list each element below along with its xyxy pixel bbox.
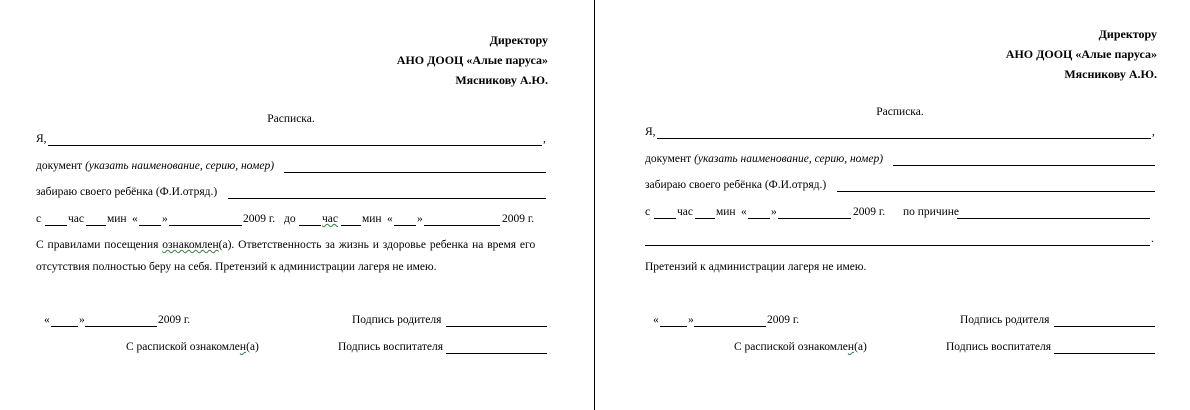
addressee-block (397, 30, 548, 90)
day-to-field[interactable] (394, 225, 416, 226)
child-field[interactable] (228, 198, 546, 199)
child-field[interactable] (837, 191, 1155, 192)
receipt-form-right (637, 0, 1157, 410)
date-quote-open: « (653, 314, 659, 326)
date-quote-close: » (688, 314, 694, 326)
comma: , (543, 133, 546, 145)
quote-open-2: « (387, 213, 393, 225)
quote-open: « (132, 213, 138, 225)
year-from: 2009 г. (243, 213, 276, 225)
name-field[interactable] (48, 145, 542, 146)
addressee-block (1006, 24, 1157, 84)
take-label: забираю своего ребёнка (Ф.И.отряд.) (645, 179, 827, 191)
addressee-org: АНО ДООЦ «Алые паруса» (1005, 47, 1157, 61)
parent-sign-field[interactable] (1054, 326, 1155, 327)
end-dot: . (1151, 233, 1154, 245)
teacher-sign-field[interactable] (446, 353, 547, 354)
parent-sign-label: Подпись родителя (960, 314, 1050, 326)
hour-from-field[interactable] (654, 218, 676, 219)
reason-field-continued[interactable] (645, 245, 1150, 246)
reason-field[interactable] (957, 218, 1150, 219)
sign-day-field[interactable] (51, 326, 78, 327)
hour-label: час (68, 213, 84, 225)
teacher-sign-label: Подпись воспитателя (946, 341, 1052, 353)
form-title: Расписка. (267, 113, 315, 125)
document-label: документ (указать наименование, серию, номер) (645, 153, 884, 165)
year-to: 2009 г. (502, 213, 535, 225)
quote-close-2: » (417, 213, 423, 225)
document-hint: (указать наименование, серию, номер) (85, 160, 275, 172)
min-label: мин (107, 213, 127, 225)
addressee-org: АНО ДООЦ «Алые паруса» (396, 53, 548, 67)
sign-year: 2009 г. (158, 314, 191, 326)
document-label: документ (указать наименование, серию, номер) (36, 160, 275, 172)
reason-label: по причине (903, 206, 960, 218)
month-to-field[interactable] (424, 225, 500, 226)
month-from-field[interactable] (169, 225, 242, 226)
ack-label: С распиской ознакомлен(а) (126, 341, 259, 353)
min-label: мин (716, 206, 736, 218)
day-from-field[interactable] (748, 218, 770, 219)
hour-to-label: час (322, 213, 338, 225)
hour-label: час (677, 206, 693, 218)
teacher-sign-label: Подпись воспитателя (338, 341, 444, 353)
claims-line: Претензий к администрации лагеря не имею. (645, 261, 867, 273)
document-field[interactable] (893, 165, 1155, 166)
day-from-field[interactable] (139, 225, 161, 226)
i-label: Я, (645, 126, 656, 138)
ack-label: С распиской ознакомлен(а) (734, 341, 867, 353)
sign-year: 2009 г. (767, 314, 800, 326)
date-quote-open: « (44, 314, 50, 326)
take-label: забираю своего ребёнка (Ф.И.отряд.) (36, 186, 218, 198)
min-to-label: мин (362, 213, 382, 225)
min-from-field[interactable] (86, 225, 106, 226)
hour-from-field[interactable] (45, 225, 67, 226)
rules-line-2: отсутствия полностью беру на себя. Претензий к администрации лагеря не имею. (36, 261, 437, 273)
month-from-field[interactable] (778, 218, 851, 219)
sign-month-field[interactable] (85, 326, 157, 327)
page-divider (594, 0, 595, 410)
document-hint: (указать наименование, серию, номер) (694, 153, 884, 165)
sign-month-field[interactable] (694, 326, 766, 327)
addressee-title: Директору (1098, 27, 1157, 41)
quote-close: » (162, 213, 168, 225)
quote-open: « (741, 206, 747, 218)
addressee-title: Директору (489, 33, 548, 47)
receipt-form-left (28, 0, 548, 410)
min-from-field[interactable] (695, 218, 715, 219)
parent-sign-label: Подпись родителя (352, 314, 442, 326)
date-quote-close: » (79, 314, 85, 326)
year-from: 2009 г. (853, 206, 886, 218)
addressee-name: Мясникову А.Ю. (455, 73, 548, 87)
rules-line-1: С правилами посещения ознакомлен(а). Ответственность за жизнь и здоровье ребенка на время его (36, 239, 536, 251)
sign-day-field[interactable] (660, 326, 687, 327)
comma: , (1152, 126, 1155, 138)
quote-close: » (771, 206, 777, 218)
teacher-sign-field[interactable] (1054, 353, 1155, 354)
document-field[interactable] (284, 172, 546, 173)
form-title: Расписка. (876, 106, 924, 118)
parent-sign-field[interactable] (446, 326, 547, 327)
time-from: с (36, 213, 42, 225)
time-from: с (645, 206, 651, 218)
hour-to-field[interactable] (299, 225, 321, 226)
i-label: Я, (36, 133, 47, 145)
name-field[interactable] (657, 138, 1151, 139)
time-to: до (284, 213, 296, 225)
min-to-field[interactable] (341, 225, 361, 226)
addressee-name: Мясникову А.Ю. (1064, 67, 1157, 81)
